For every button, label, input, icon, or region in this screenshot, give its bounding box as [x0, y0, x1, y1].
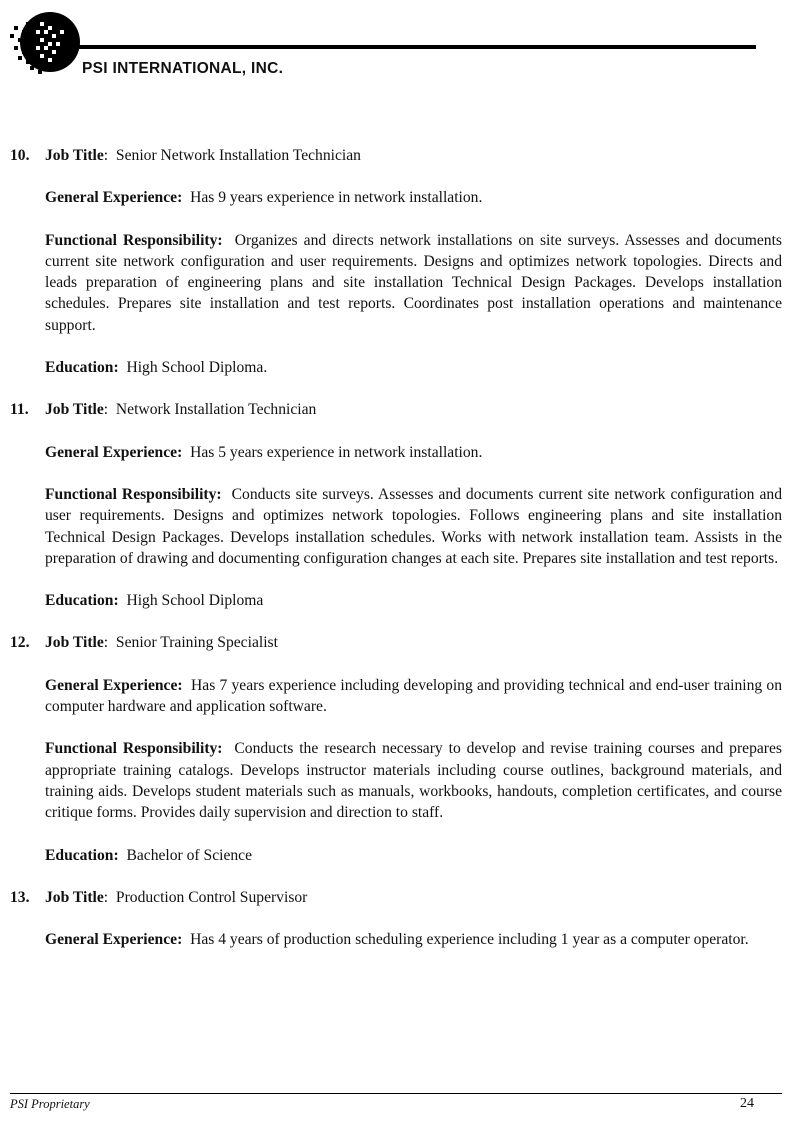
education-label: Education:	[45, 359, 119, 377]
responsibility-value: Organizes and directs network installations on site surveys. Assesses and documents current site network configuration and user requirements. Designs and optimizes network topologies. Directs and leads preparation of engineering plans and site installation Technical Design Packages. Develops installation schedules. Prepares site installation and test reports. Coordinates post installation operations and maintenance support.	[45, 231, 782, 334]
functional-responsibility	[45, 230, 782, 336]
job-title-label: Job Title	[45, 888, 104, 906]
education	[45, 590, 782, 611]
education	[45, 357, 782, 378]
job-number: 10.	[10, 147, 30, 164]
functional-responsibility	[45, 484, 782, 569]
experience-value: Has 7 years experience including developing and providing technical and end-user training on computer hardware and application software.	[45, 676, 783, 716]
responsibility-value: Conducts site surveys. Assesses and documents current site network configuration and user requirements. Designs and optimizes network topologies. Follows engineering plans and site installation Technical Design Packages. Develops installation schedules. Works with network installation team. Assists in the preparation of drawing and documenting configuration changes at each site. Prepares site installation and test reports.	[45, 485, 783, 567]
responsibility-label: Functional Responsibility:	[45, 231, 223, 249]
job-entry	[10, 887, 782, 951]
job-title: Job Title: Senior Network Installation Technician	[45, 147, 361, 164]
job-title-line	[10, 399, 782, 420]
company-logo-icon	[10, 12, 82, 76]
job-entry	[10, 145, 782, 378]
education-label: Education:	[45, 846, 119, 864]
header-rule	[60, 45, 756, 49]
general-experience	[45, 187, 782, 208]
responsibility-value: Conducts the research necessary to develop and revise training courses and prepares appropriate training catalogs. Develops instructor materials including course outlines, background materials, and training aids. Develops student materials such as manuals, workbooks, handouts, completion certificates, and course critique forms. Provides daily supervision and direction to staff.	[45, 740, 782, 822]
job-title-line	[10, 632, 782, 653]
education-label: Education:	[45, 592, 119, 610]
general-experience	[45, 442, 782, 463]
job-title-label: Job Title	[45, 401, 104, 419]
experience-value: Has 5 years experience in network installation.	[190, 443, 483, 461]
footer-proprietary: PSI Proprietary	[10, 1097, 90, 1111]
job-title-line	[10, 145, 782, 166]
education-value: High School Diploma.	[126, 359, 268, 377]
job-title-value: Production Control Supervisor	[115, 888, 308, 906]
job-title-label: Job Title	[45, 634, 104, 652]
experience-label: General Experience:	[45, 189, 183, 207]
experience-label: General Experience:	[45, 676, 183, 694]
company-name: PSI INTERNATIONAL, INC.	[82, 60, 284, 77]
education-value: High School Diploma	[126, 592, 264, 610]
education-value: Bachelor of Science	[126, 846, 253, 864]
job-number: 13.	[10, 888, 30, 906]
job-entry	[10, 399, 782, 611]
job-title: Job Title: Network Installation Technician	[45, 401, 317, 419]
responsibility-label: Functional Responsibility:	[45, 485, 222, 503]
job-title-line	[10, 887, 782, 908]
experience-value: Has 9 years experience in network installation.	[190, 189, 483, 207]
experience-label: General Experience:	[45, 443, 183, 461]
functional-responsibility	[45, 738, 782, 823]
experience-value: Has 4 years of production scheduling experience including 1 year as a computer operator.	[190, 931, 749, 949]
job-title-value: Senior Network Installation Technician	[115, 147, 361, 164]
job-entry	[10, 632, 782, 865]
responsibility-label: Functional Responsibility:	[45, 740, 223, 758]
job-descriptions	[10, 145, 782, 971]
general-experience	[45, 929, 782, 950]
job-number: 12.	[10, 634, 30, 652]
general-experience	[45, 675, 782, 718]
job-title-value: Network Installation Technician	[115, 401, 317, 419]
job-number: 11.	[10, 401, 29, 419]
education	[45, 845, 782, 866]
job-title: Job Title: Senior Training Specialist	[45, 634, 278, 652]
footer-rule	[10, 1093, 782, 1094]
job-title: Job Title: Production Control Supervisor	[45, 888, 308, 906]
job-title-value: Senior Training Specialist	[115, 634, 278, 652]
experience-label: General Experience:	[45, 931, 183, 949]
job-title-label: Job Title	[45, 147, 104, 164]
page-number: 24	[740, 1096, 754, 1111]
